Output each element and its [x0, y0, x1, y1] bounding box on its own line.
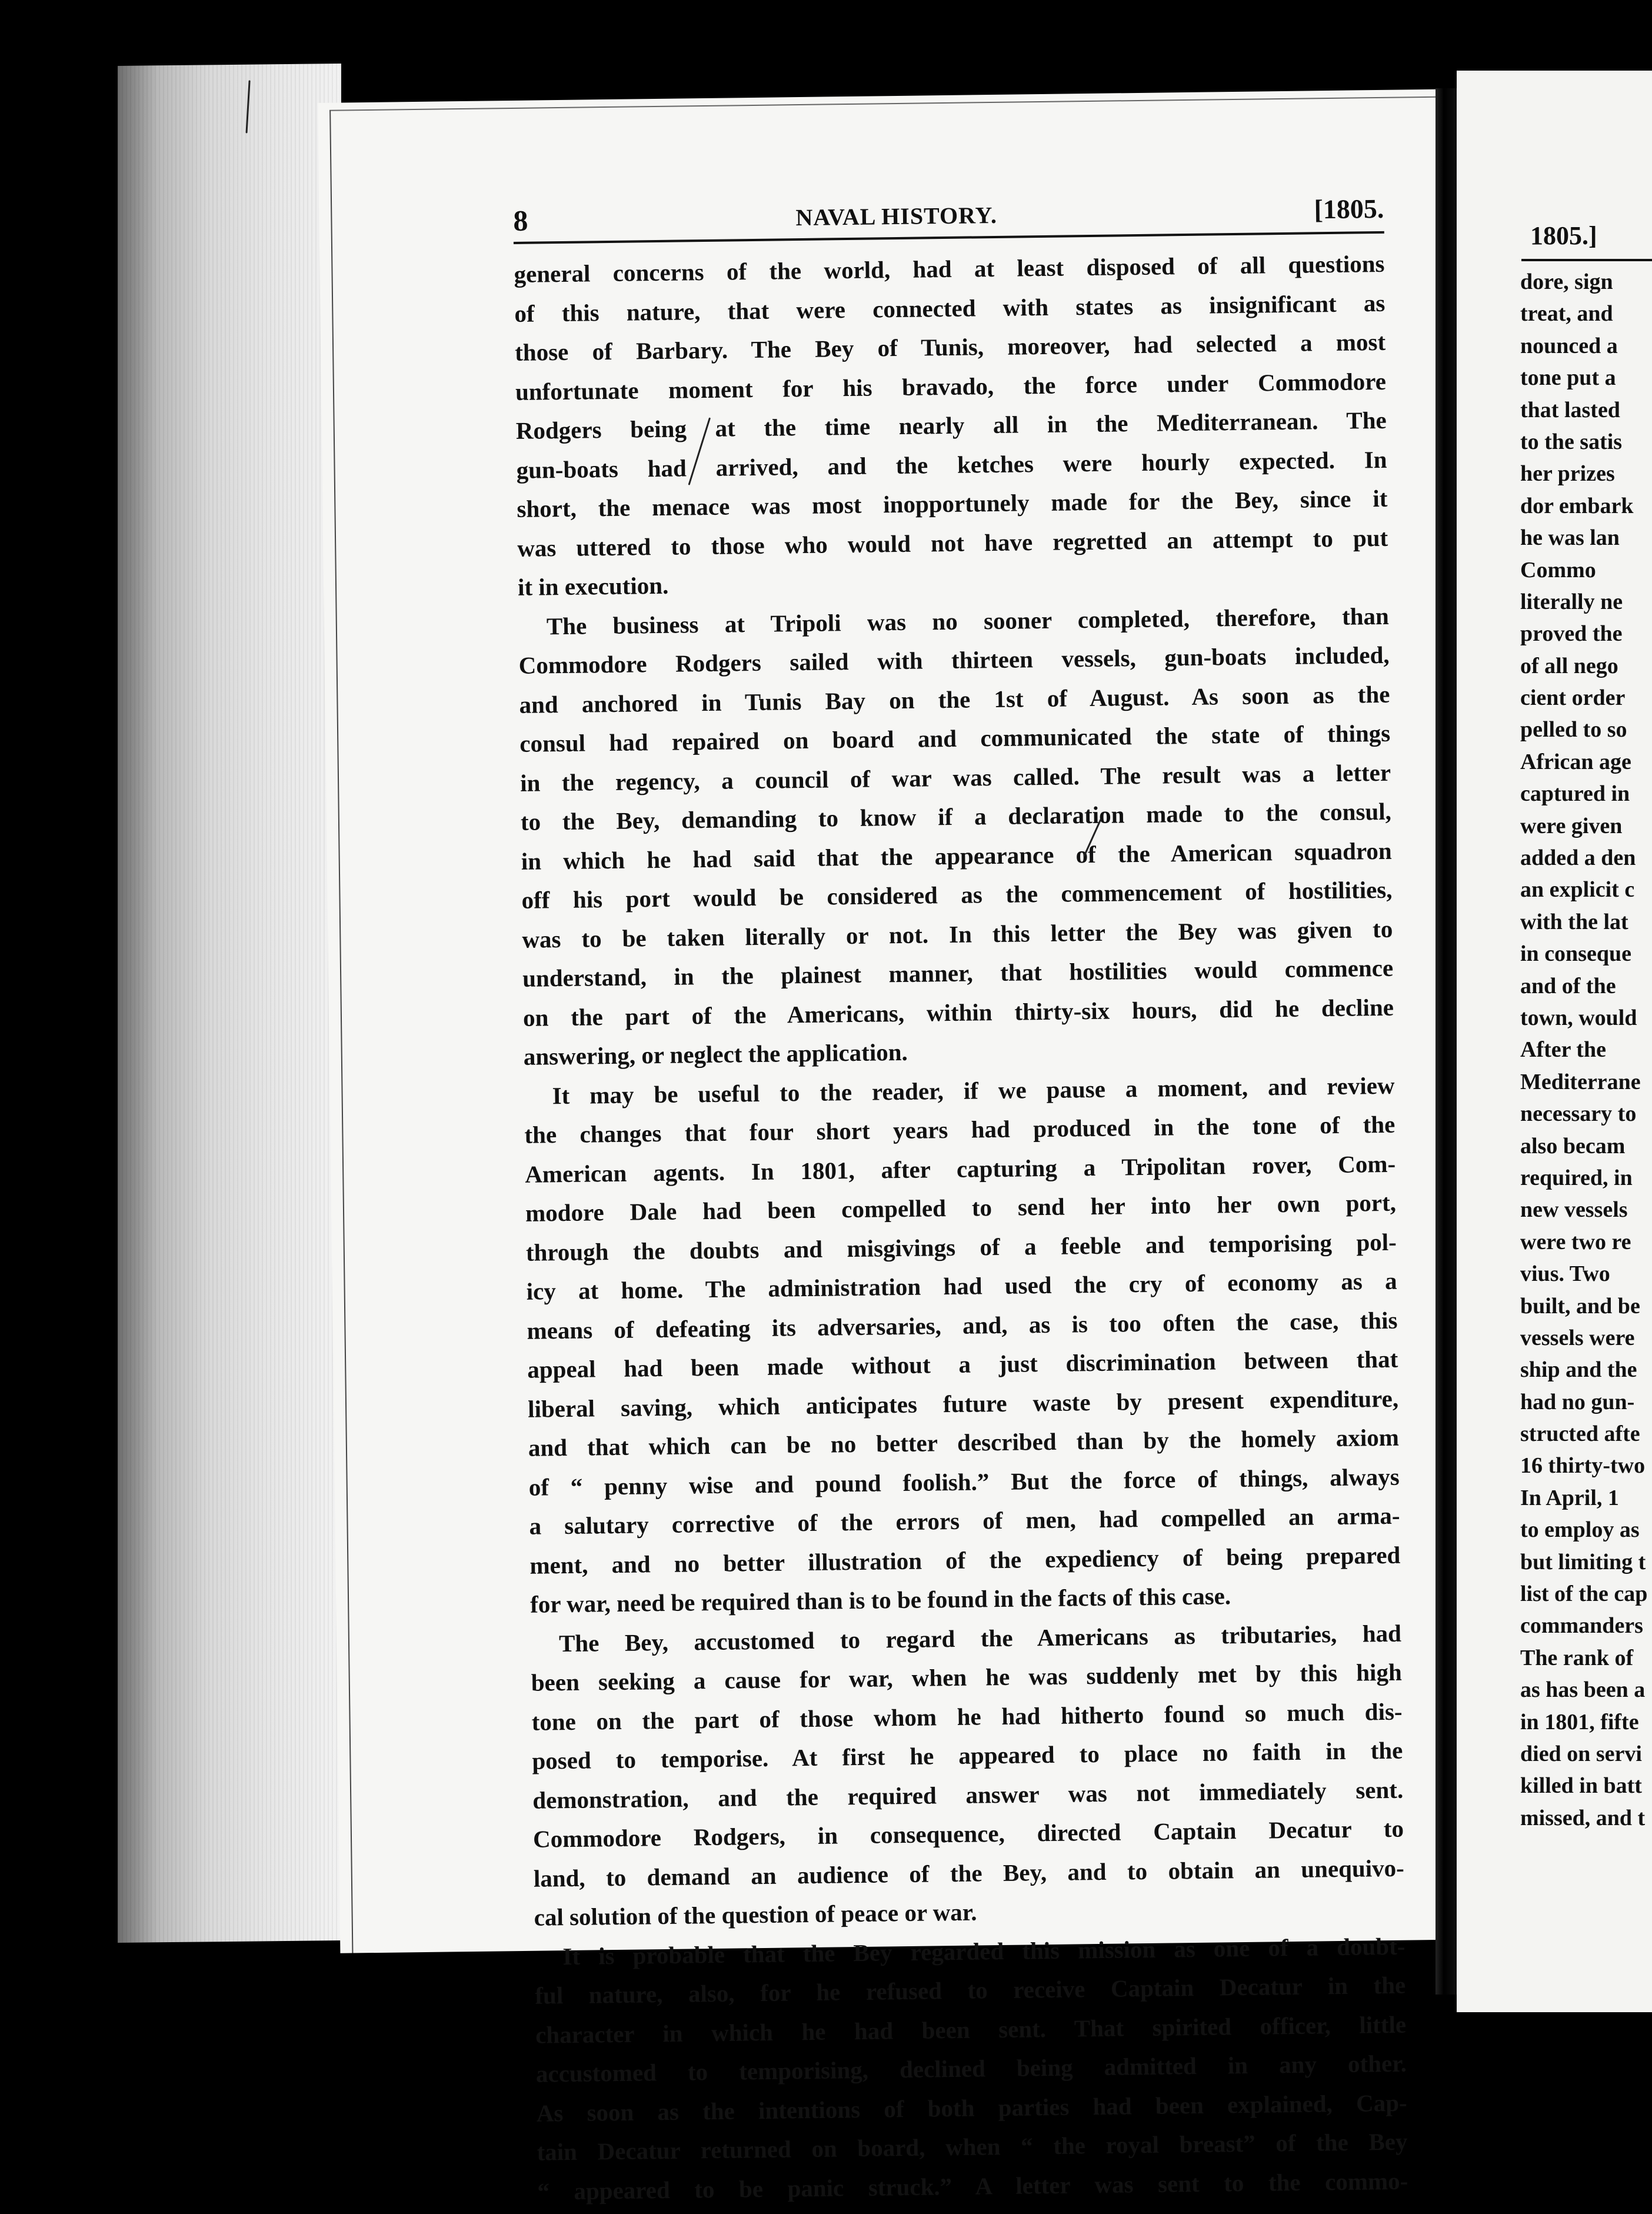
text-line: in 1801, fifte [1520, 1709, 1639, 1734]
text-line: modore Dale had been compelled to send her into her own port, [525, 1188, 1397, 1227]
text-line: It may be useful to the reader, if we pause a moment, and review [552, 1071, 1395, 1109]
text-line: literally ne [1520, 589, 1623, 614]
text-line: The business at Tripoli was no sooner completed, therefore, than [546, 602, 1390, 640]
text-line: captured in [1520, 781, 1630, 807]
text-line: in which he had said that the appearance of the American squadron [521, 837, 1392, 875]
text-line: of this nature, that were connected with states as insignificant as [514, 289, 1385, 327]
text-line: a salutary corrective of the errors of men, had compelled an arma- [529, 1501, 1400, 1540]
text-line: 16 thirty-two [1520, 1453, 1646, 1479]
header-year: [1805. [1314, 193, 1384, 225]
text-line: It is probable that the Bey regarded this mission as one of a doubt- [562, 1932, 1405, 1970]
text-line: demonstration, and the required answer was not immediately sent. [532, 1776, 1404, 1814]
text-line: was uttered to those who would not have regretted an attempt to put [517, 524, 1388, 562]
text-line: understand, in the plainest manner, that hostilities would commence [522, 954, 1394, 992]
left-page [318, 89, 1470, 2205]
text-line: African age [1520, 749, 1631, 774]
text-line: to the Bey, demanding to know if a declaration made to the consul, [520, 797, 1392, 835]
text-line: commanders [1520, 1613, 1643, 1639]
text-line: the changes that four short years had produced in the tone of the [524, 1110, 1395, 1148]
text-line: proved the [1520, 621, 1623, 647]
text-line: consul had repaired on board and communicated the state of things [519, 719, 1391, 757]
text-line: had no gun- [1520, 1389, 1635, 1414]
text-line: dore, sign [1520, 269, 1613, 294]
text-line: icy at home. The administration had used the cry of economy as a [526, 1267, 1397, 1305]
body-text [514, 244, 1408, 2211]
text-line: structed afte [1520, 1421, 1640, 1447]
text-line: he was lan [1520, 525, 1620, 551]
text-line: new vessels [1520, 1197, 1628, 1223]
right-page [1457, 71, 1652, 2012]
text-line: been seeking a cause for war, when he was suddenly met by this high [531, 1658, 1402, 1696]
text-line: to employ as [1520, 1517, 1640, 1543]
text-line: appeal had been made without a just discrimination between that [527, 1345, 1398, 1383]
text-line: it in execution. [517, 571, 669, 601]
text-line: of all nego [1520, 653, 1618, 678]
right-header-rule [1521, 259, 1652, 261]
text-line: built, and be [1520, 1293, 1640, 1319]
text-line: were given [1520, 813, 1623, 838]
text-line: Rodgers being at the time nearly all in the Mediterranean. The [515, 406, 1387, 444]
text-line: As soon as the intentions of both parties had been explained, Cap- [536, 2089, 1407, 2127]
text-line: pelled to so [1520, 717, 1627, 743]
page-edges [118, 64, 341, 1943]
text-line: also becam [1520, 1133, 1626, 1158]
text-line: ship and the [1520, 1357, 1637, 1383]
text-line: dor embark [1520, 493, 1634, 518]
text-line: but limiting t [1520, 1549, 1646, 1574]
text-line: posed to temporise. At first he appeared to place no faith in the [532, 1736, 1403, 1774]
text-line: and that which can be no better described than by the homely axiom [528, 1423, 1400, 1461]
text-line: with the lat [1520, 909, 1628, 934]
text-line: in the regency, a council of war was called. The result was a letter [519, 758, 1391, 797]
text-line: tone put a [1520, 365, 1616, 391]
text-line: means of defeating its adversaries, and, as is too often the case, this [527, 1306, 1398, 1344]
text-line: “ appeared to be panic struck.” A letter was sent to the commo- [537, 2167, 1408, 2205]
text-line: Commodore Rodgers sailed with thirteen vessels, gun-boats included, [518, 641, 1390, 679]
text-line: on the part of the Americans, within thirty-six hours, did he decline [522, 993, 1394, 1031]
text-line: unfortunate moment for his bravado, the force under Commodore [515, 367, 1387, 405]
text-line: nounced a [1520, 333, 1618, 358]
text-line: Commo [1520, 557, 1596, 582]
book-gutter [1435, 88, 1457, 1995]
text-line: land, to demand an audience of the Bey, and to obtain an unequivo- [533, 1854, 1405, 1892]
text-line: list of the cap [1520, 1582, 1648, 1607]
text-line: treat, and [1520, 301, 1613, 327]
text-line: necessary to [1520, 1101, 1637, 1127]
text-line: that lasted [1520, 397, 1620, 422]
text-line: of “ penny wise and pound foolish.” But the force of things, always [528, 1463, 1400, 1501]
text-line: required, in [1520, 1165, 1633, 1190]
running-title: NAVAL HISTORY. [795, 201, 998, 231]
text-line: and of the [1520, 973, 1616, 998]
text-line: town, would [1520, 1005, 1637, 1030]
text-line: accustomed to temporising, declined being admitted in any other. [535, 2049, 1407, 2088]
text-line: through the doubts and misgivings of a feeble and temporising pol- [525, 1228, 1397, 1266]
text-line: her prizes [1520, 461, 1615, 487]
text-line: and anchored in Tunis Bay on the 1st of August. As soon as the [519, 680, 1390, 718]
text-line: were two re [1520, 1229, 1631, 1254]
text-line: for war, need be required than is to be found in the facts of this case. [529, 1582, 1231, 1618]
text-line: ment, and no better illustration of the expediency of being prepared [529, 1541, 1401, 1579]
text-line: liberal saving, which anticipates future waste by present expenditure, [527, 1384, 1399, 1423]
text-line: Commodore Rodgers, in consequence, directed Captain Decatur to [532, 1815, 1404, 1853]
text-line: cient order [1520, 685, 1626, 711]
text-line: American agents. In 1801, after capturing a Tripolitan rover, Com- [524, 1150, 1396, 1188]
text-line: an explicit c [1520, 877, 1635, 903]
text-line: tain Decatur returned on board, when “ the royal breast” of the Bey [537, 2128, 1408, 2166]
text-line: in conseque [1520, 941, 1631, 967]
text-line: gun-boats had arrived, and the ketches were hourly expected. In [516, 445, 1387, 484]
text-line: vessels were [1520, 1325, 1635, 1350]
text-line: killed in batt [1520, 1773, 1642, 1799]
text-line: character in which he had been sent. That spirited officer, little [535, 2010, 1407, 2049]
text-line: cal solution of the question of peace or war. [534, 1898, 977, 1931]
text-line: was to be taken literally or not. In this letter the Bey was given to [522, 915, 1393, 953]
page-number: 8 [513, 204, 528, 237]
text-line: those of Barbary. The Bey of Tunis, moreover, had selected a most [514, 328, 1386, 366]
text-line: The rank of [1520, 1645, 1634, 1670]
text-line: died on servi [1520, 1741, 1642, 1766]
text-line: off his port would be considered as the commencement of hostilities, [521, 875, 1393, 914]
text-line: short, the menace was most inopportunely made for the Bey, since it [517, 484, 1388, 522]
text-line: vius. Two [1520, 1261, 1610, 1287]
text-line: After the [1520, 1037, 1606, 1063]
text-line: as has been a [1520, 1677, 1646, 1703]
text-line: answering, or neglect the application. [523, 1038, 908, 1070]
text-line: general concerns of the world, had at least disposed of all questions [514, 249, 1385, 288]
right-page-header: 1805.] [1530, 221, 1597, 250]
text-line: tone on the part of those whom he had hitherto found so much dis- [531, 1697, 1403, 1736]
text-line: missed, and t [1520, 1805, 1646, 1830]
text-line: to the satis [1520, 429, 1623, 454]
text-line: Mediterrane [1520, 1069, 1641, 1094]
text-line: The Bey, accustomed to regard the Americans as tributaries, had [558, 1619, 1402, 1657]
right-body-text [1520, 266, 1652, 1834]
text-line: In April, 1 [1520, 1485, 1619, 1510]
text-line: ful nature, also, for he refused to receive Captain Decatur in the [535, 1971, 1406, 2009]
text-line: added a den [1520, 845, 1636, 871]
